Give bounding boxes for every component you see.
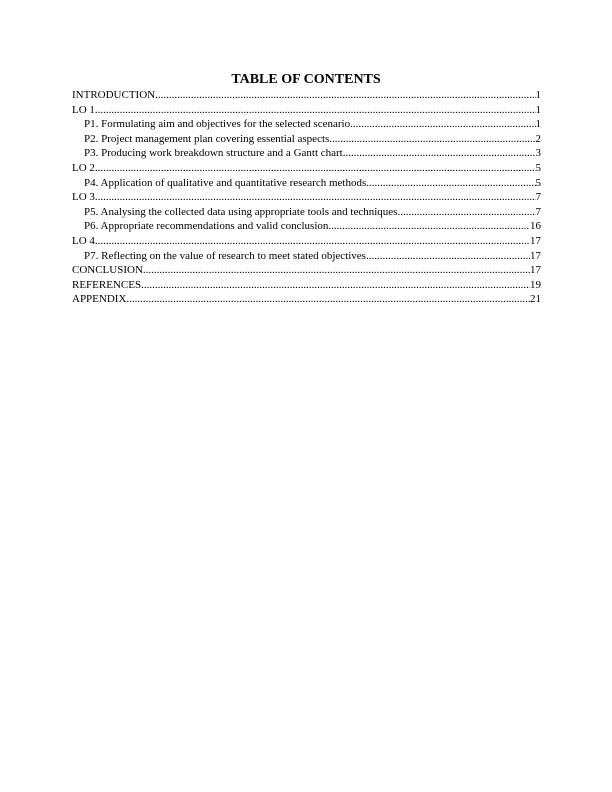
toc-entry-conclusion[interactable] bbox=[72, 263, 541, 278]
toc-entry-page: 17 bbox=[530, 264, 541, 277]
toc-entry-p5[interactable] bbox=[72, 205, 541, 220]
toc-entry-label: REFERENCES bbox=[72, 278, 142, 291]
toc-entry-page: 17 bbox=[530, 249, 541, 262]
toc-dot-leader bbox=[143, 263, 530, 278]
toc-entry-label: LO 4 bbox=[72, 234, 95, 247]
toc-entry-page: 17 bbox=[530, 234, 541, 247]
toc-dot-leader bbox=[95, 161, 536, 176]
toc-entry-page: 7 bbox=[535, 191, 541, 204]
toc-title: TABLE OF CONTENTS bbox=[231, 72, 381, 87]
toc-entry-lo3[interactable] bbox=[72, 190, 541, 205]
toc-dot-leader bbox=[366, 249, 530, 264]
toc-entry-page: 21 bbox=[530, 293, 541, 306]
toc-entry-page: 1 bbox=[535, 89, 541, 101]
toc-entry-p6[interactable] bbox=[72, 219, 541, 234]
toc-dot-leader bbox=[141, 278, 530, 293]
toc-entry-label: INTRODUCTION bbox=[72, 89, 156, 101]
toc-dot-leader bbox=[366, 176, 535, 191]
toc-entry-page: 1 bbox=[535, 103, 541, 116]
toc-entry-page: 7 bbox=[535, 205, 541, 218]
toc-dot-leader bbox=[155, 88, 535, 103]
toc-dot-leader bbox=[397, 205, 535, 220]
toc-entry-p4[interactable] bbox=[72, 176, 541, 191]
toc-dot-leader bbox=[328, 219, 530, 234]
toc-entry-label: P4. Application of qualitative and quantitative research methods bbox=[84, 176, 367, 189]
toc-entry-references[interactable] bbox=[72, 278, 541, 293]
toc-entry-page: 16 bbox=[530, 220, 541, 233]
toc-entry-page: 2 bbox=[535, 132, 541, 145]
toc-entry-label: P6. Appropriate recommendations and valid conclusion bbox=[84, 220, 329, 233]
toc-entry-label: LO 3 bbox=[72, 191, 95, 204]
toc-list bbox=[72, 88, 541, 307]
toc-entry-label: P1. Formulating aim and objectives for the selected scenario bbox=[84, 118, 351, 131]
toc-dot-leader bbox=[343, 146, 536, 161]
toc-entry-label: LO 2 bbox=[72, 161, 95, 174]
toc-entry-page: 5 bbox=[535, 161, 541, 174]
toc-dot-leader bbox=[329, 132, 535, 147]
toc-entry-lo1[interactable] bbox=[72, 103, 541, 118]
toc-entry-introduction[interactable] bbox=[72, 88, 541, 103]
toc-entry-label: LO 1 bbox=[72, 103, 95, 116]
toc-dot-leader bbox=[95, 190, 536, 205]
toc-entry-label: P5. Analysing the collected data using appropriate tools and techniques bbox=[84, 205, 398, 218]
toc-entry-label: P7. Reflecting on the value of research to meet stated objectives bbox=[84, 249, 366, 262]
toc-entry-appendix[interactable] bbox=[72, 292, 541, 307]
toc-dot-leader bbox=[95, 234, 530, 249]
toc-entry-lo2[interactable] bbox=[72, 161, 541, 176]
toc-entry-lo4[interactable] bbox=[72, 234, 541, 249]
toc-entry-label: P3. Producing work breakdown structure and a Gantt chart bbox=[84, 147, 343, 160]
toc-entry-p3[interactable] bbox=[72, 146, 541, 161]
toc-entry-page: 5 bbox=[535, 176, 541, 189]
toc-entry-label: APPENDIX bbox=[72, 293, 127, 306]
toc-entry-page: 3 bbox=[535, 147, 541, 160]
toc-entry-p7[interactable] bbox=[72, 249, 541, 264]
toc-entry-p1[interactable] bbox=[72, 117, 541, 132]
toc-entry-page: 19 bbox=[530, 278, 541, 291]
toc-dot-leader bbox=[126, 292, 530, 307]
toc-entry-label: P2. Project management plan covering essential aspects bbox=[84, 132, 330, 145]
toc-dot-leader bbox=[350, 117, 535, 132]
toc-entry-page: 1 bbox=[535, 118, 541, 131]
toc-entry-p2[interactable] bbox=[72, 132, 541, 147]
toc-dot-leader bbox=[95, 103, 536, 118]
toc-entry-label: CONCLUSION bbox=[72, 264, 143, 277]
